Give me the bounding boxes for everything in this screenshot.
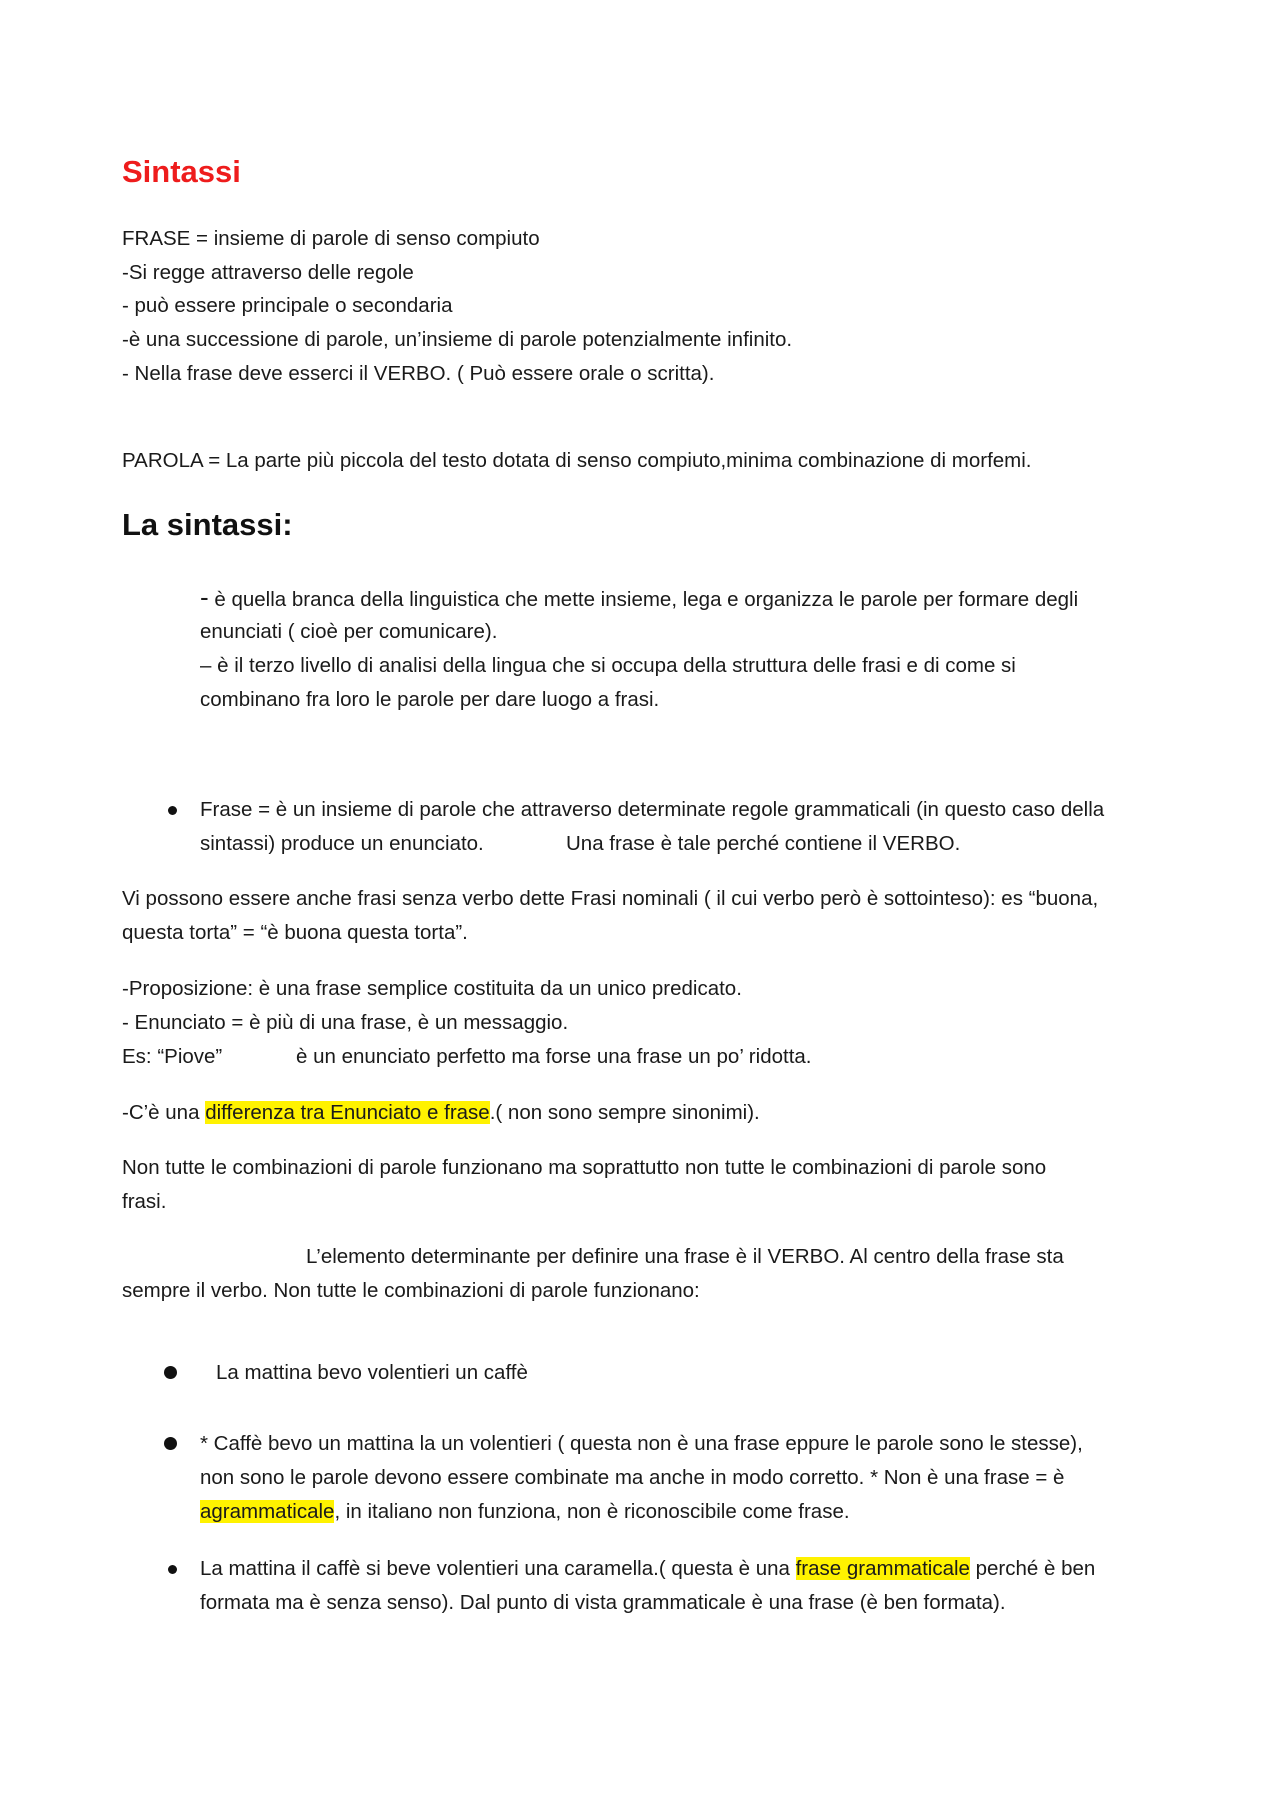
frase-rule-3: -è una successione di parole, un’insieme di parole potenzialmente infinito. — [122, 328, 793, 351]
example-1: La mattina bevo volentieri un caffè — [216, 1361, 528, 1384]
example-3-line-2: formata ma è senza senso). Dal punto di vista grammaticale è una frase (è ben formata). — [200, 1591, 1006, 1614]
sintassi-def-line-2: enunciati ( cioè per comunicare). — [200, 620, 498, 643]
highlight-differenza: differenza tra Enunciato e frase — [205, 1101, 490, 1124]
example-2-line-1: * Caffè bevo un mattina la un volentieri ( questa non è una frase eppure le parole sono le stesse), — [200, 1432, 1083, 1455]
page-title: Sintassi — [122, 154, 241, 189]
example-2-line-2: non sono le parole devono essere combinate ma anche in modo corretto. * Non è una frase = è — [200, 1466, 1065, 1489]
sintassi-def-line-3: – è il terzo livello di analisi della lingua che si occupa della struttura delle frasi e di come si — [200, 654, 1016, 677]
example-3-line-1: La mattina il caffè si beve volentieri una caramella.( questa è una frase grammaticale perché è ben — [200, 1557, 1096, 1580]
parola-definition: PAROLA = La parte più piccola del testo dotata di senso compiuto,minima combinazione di morfemi. — [122, 449, 1032, 472]
elemento-line-1: L’elemento determinante per definire una frase è il VERBO. Al centro della frase sta — [306, 1245, 1064, 1268]
dash-glyph: - — [200, 582, 209, 612]
combinazioni-line-1: Non tutte le combinazioni di parole funzionano ma soprattutto non tutte le combinazioni di parole sono — [122, 1156, 1047, 1179]
sintassi-def-line-4: combinano fra loro le parole per dare luogo a frasi. — [200, 688, 660, 711]
sintassi-def-line-1: - è quella branca della linguistica che mette insieme, lega e organizza le parole per formare degli — [200, 582, 1079, 612]
frase-bullet-line-2a: sintassi) produce un enunciato. — [200, 832, 484, 855]
bullet-icon — [168, 1565, 177, 1574]
frase-definition: FRASE = insieme di parole di senso compiuto — [122, 227, 540, 250]
example-2-line-3: agrammaticale, in italiano non funziona, non è riconoscibile come frase. — [200, 1500, 850, 1523]
frase-rule-4: - Nella frase deve esserci il VERBO. ( Può essere orale o scritta). — [122, 362, 715, 385]
elemento-line-2: sempre il verbo. Non tutte le combinazioni di parole funzionano: — [122, 1279, 700, 1302]
bullet-icon — [164, 1366, 177, 1379]
highlight-agrammaticale: agrammaticale — [200, 1500, 335, 1523]
frase-rule-1: -Si regge attraverso delle regole — [122, 261, 414, 284]
proposizione-line-1: -Proposizione: è una frase semplice costituita da un unico predicato. — [122, 977, 742, 1000]
bullet-icon — [168, 806, 177, 815]
section-heading-sintassi: La sintassi: — [122, 507, 293, 542]
highlight-frase-grammaticale: frase grammaticale — [795, 1557, 970, 1580]
enunciato-line: - Enunciato = è più di una frase, è un messaggio. — [122, 1011, 569, 1034]
nominali-line-1: Vi possono essere anche frasi senza verbo dette Frasi nominali ( il cui verbo però è sottointeso): es “buona, — [122, 887, 1099, 910]
esempio-piove-spiegazione: è un enunciato perfetto ma forse una frase un po’ ridotta. — [296, 1045, 812, 1068]
esempio-piove: Es: “Piove” — [122, 1045, 223, 1068]
frase-bullet-line-1: Frase = è un insieme di parole che attraverso determinate regole grammaticali (in questo caso della — [200, 798, 1105, 821]
combinazioni-line-2: frasi. — [122, 1190, 167, 1213]
bullet-icon — [164, 1437, 177, 1450]
nominali-line-2: questa torta” = “è buona questa torta”. — [122, 921, 468, 944]
differenza-line: -C’è una differenza tra Enunciato e frase.( non sono sempre sinonimi). — [122, 1101, 760, 1124]
frase-rule-2: - può essere principale o secondaria — [122, 294, 453, 317]
frase-bullet-line-2b: Una frase è tale perché contiene il VERBO. — [566, 832, 961, 855]
